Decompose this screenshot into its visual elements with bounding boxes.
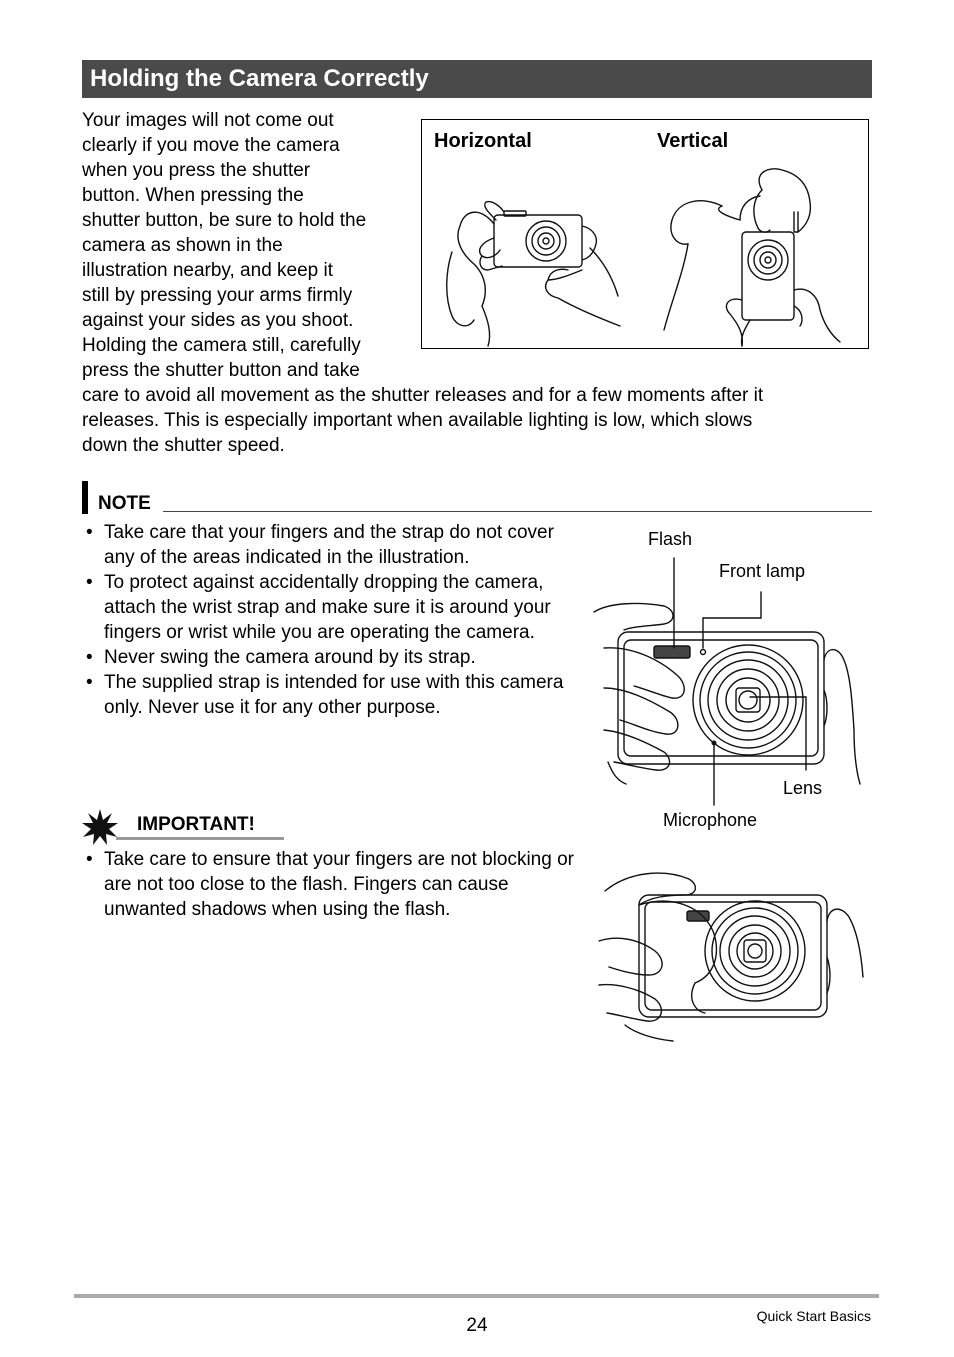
intro-line: when you press the shutter bbox=[82, 160, 311, 181]
note-rule bbox=[163, 511, 872, 512]
important-label: IMPORTANT! bbox=[137, 814, 255, 835]
important-list bbox=[82, 847, 574, 922]
flash-label: Flash bbox=[648, 529, 693, 549]
lens-label: Lens bbox=[783, 778, 823, 798]
camera-callout-illustration bbox=[590, 540, 870, 825]
footer-section-title: Quick Start Basics bbox=[756, 1308, 871, 1324]
note-item: • Never swing the camera around by its strap. bbox=[82, 645, 574, 670]
burst-icon bbox=[82, 809, 118, 845]
finger-blocking-flash-illustration bbox=[595, 865, 870, 1045]
intro-line: press the shutter button and take bbox=[82, 360, 360, 381]
footer-rule bbox=[74, 1294, 879, 1298]
page-number: 24 bbox=[466, 1315, 488, 1336]
intro-line: camera as shown in the bbox=[82, 235, 283, 256]
intro-line: against your sides as you shoot. bbox=[82, 310, 354, 331]
intro-line: releases. This is especially important when available lighting is low, which slows bbox=[82, 410, 753, 431]
intro-line: button. When pressing the bbox=[82, 185, 304, 206]
intro-line: Holding the camera still, carefully bbox=[82, 335, 361, 356]
intro-line: Your images will not come out bbox=[82, 110, 334, 131]
horizontal-hold-drawing bbox=[447, 202, 620, 346]
microphone-label: Microphone bbox=[663, 810, 758, 830]
intro-line: care to avoid all movement as the shutter releases and for a few moments after it bbox=[82, 385, 764, 406]
section-header-bar bbox=[82, 60, 872, 98]
holding-illustration bbox=[422, 120, 868, 348]
intro-line: shutter button, be sure to hold the bbox=[82, 210, 367, 231]
note-item: • Take care that your fingers and the strap do not cover any of the areas indicated in the illustration. bbox=[82, 520, 574, 570]
intro-paragraph-top bbox=[82, 108, 398, 383]
note-list bbox=[82, 520, 574, 720]
intro-line: clearly if you move the camera bbox=[82, 135, 340, 156]
note-marker-bar bbox=[82, 481, 88, 514]
intro-line: down the shutter speed. bbox=[82, 435, 285, 456]
important-item: • Take care to ensure that your fingers are not blocking or are not too close to the flash. Fingers can cause unwanted shadows when using the flash. bbox=[82, 847, 574, 922]
horizontal-label: Horizontal bbox=[434, 130, 532, 152]
important-rule bbox=[116, 837, 284, 840]
section-title: Holding the Camera Correctly bbox=[90, 65, 429, 92]
note-item: • The supplied strap is intended for use with this camera only. Never use it for any other purpose. bbox=[82, 670, 574, 720]
front-lamp-label: Front lamp bbox=[719, 561, 806, 581]
note-item: • To protect against accidentally dropping the camera, attach the wrist strap and make sure it is around your fingers or wrist while you are operating the camera. bbox=[82, 570, 574, 645]
vertical-hold-drawing bbox=[664, 169, 840, 346]
holding-figure bbox=[421, 119, 869, 349]
intro-paragraph-bottom bbox=[82, 383, 872, 458]
intro-line: still by pressing your arms firmly bbox=[82, 285, 353, 306]
note-label: NOTE bbox=[98, 493, 151, 514]
intro-line: illustration nearby, and keep it bbox=[82, 260, 334, 281]
vertical-label: Vertical bbox=[657, 130, 729, 152]
